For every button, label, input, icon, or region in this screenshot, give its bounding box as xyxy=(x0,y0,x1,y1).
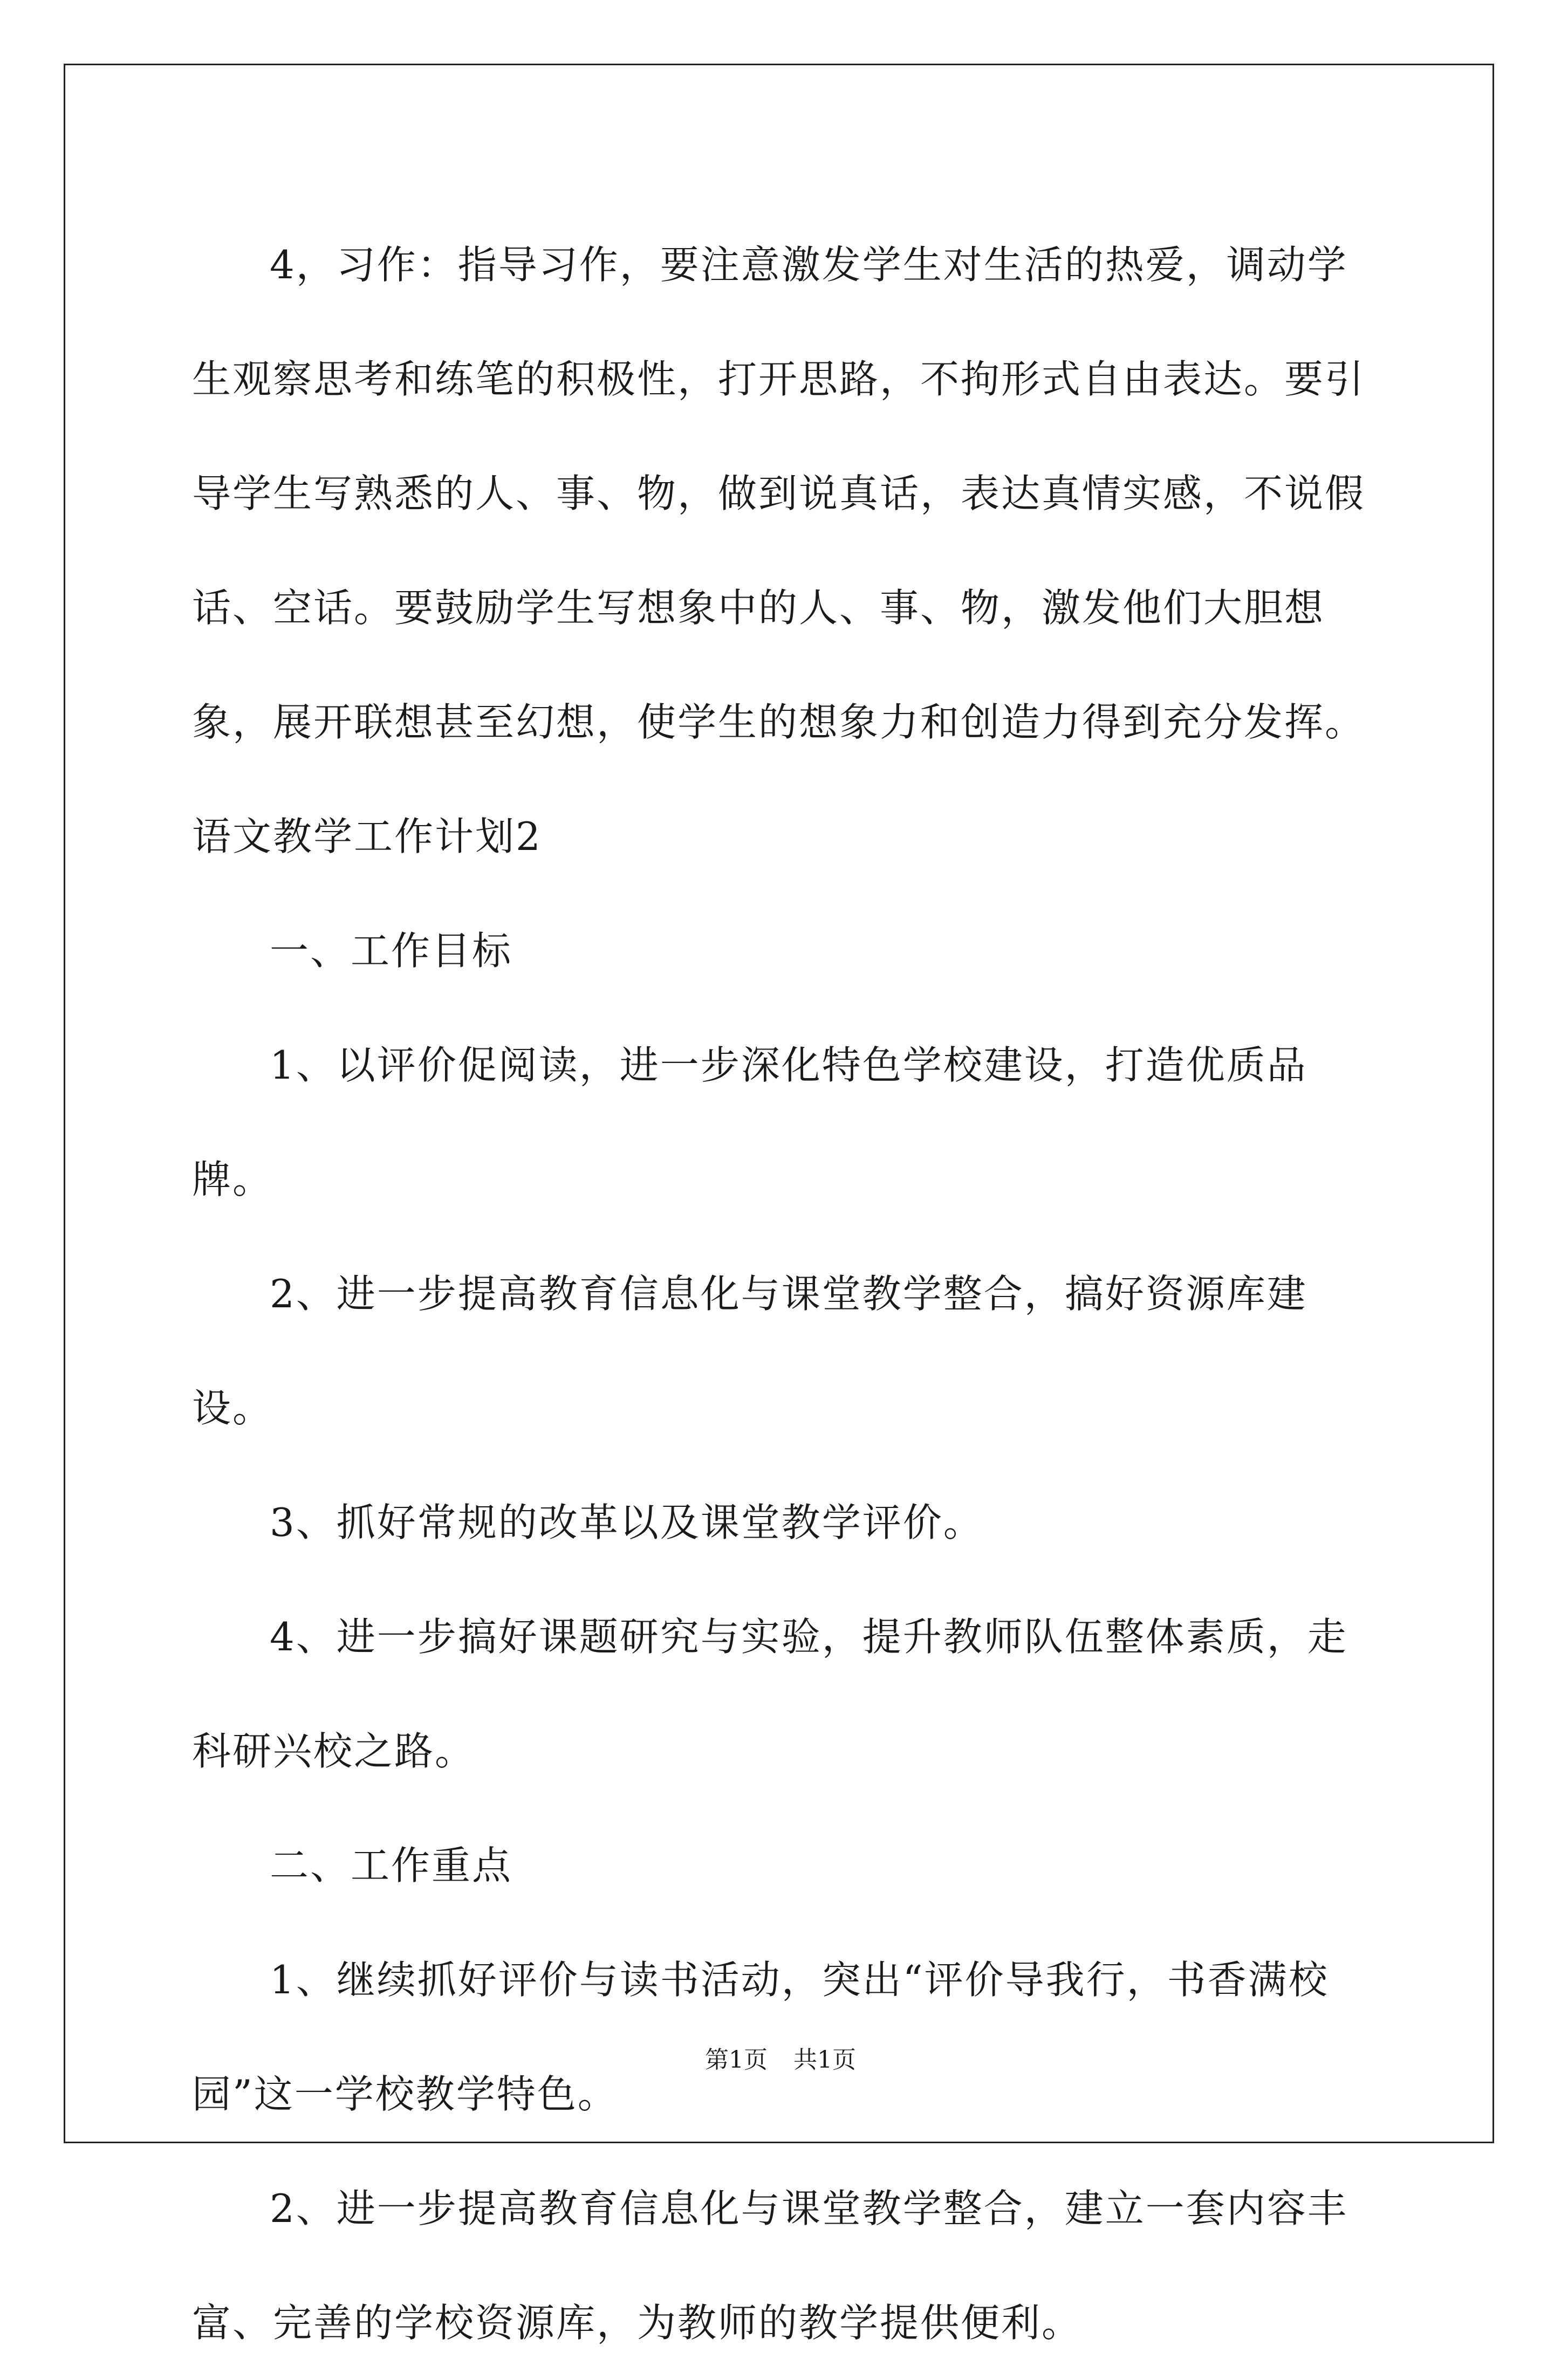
section-title: 语文教学工作计划2 xyxy=(192,814,542,859)
goal-item-1: 1、以评价促阅读，进一步深化特色学校建设，打造优质品牌。 xyxy=(192,1042,1307,1202)
page-footer xyxy=(0,2044,1561,2076)
heading-work-focus: 二、工作重点 xyxy=(270,1843,513,1888)
focus-item-2: 2、进一步提高教育信息化与课堂教学整合，建立一套内容丰富、完善的学校资源库，为教师的教学提供便利。 xyxy=(192,2186,1348,2345)
paragraph-composition: 4，习作：指导习作，要注意激发学生对生活的热爱，调动学生观察思考和练笔的积极性，打开思路，不拘形式自由表达。要引导学生写熟悉的人、事、物，做到说真话，表达真情实感，不说假话、空话。要鼓励学生写想象中的人、事、物，激发他们大胆想象，展开联想甚至幻想，使学生的想象力和创造力得到充分发挥。 xyxy=(192,242,1366,745)
focus-item-1: 1、继续抓好评价与读书活动，突出“评价导我行，书香满校园”这一学校教学特色。 xyxy=(192,1957,1329,2117)
page-number-total: 共1页 xyxy=(793,2046,856,2074)
page-number-current: 第1页 xyxy=(705,2046,768,2074)
heading-work-goals: 一、工作目标 xyxy=(270,928,513,973)
goal-item-4: 4、进一步搞好课题研究与实验，提升教师队伍整体素质，走科研兴校之路。 xyxy=(192,1614,1348,1774)
goal-item-2: 2、进一步提高教育信息化与课堂教学整合，搞好资源库建设。 xyxy=(192,1271,1307,1431)
goal-item-3: 3、抓好常规的改革以及课堂教学评价。 xyxy=(270,1500,984,1545)
